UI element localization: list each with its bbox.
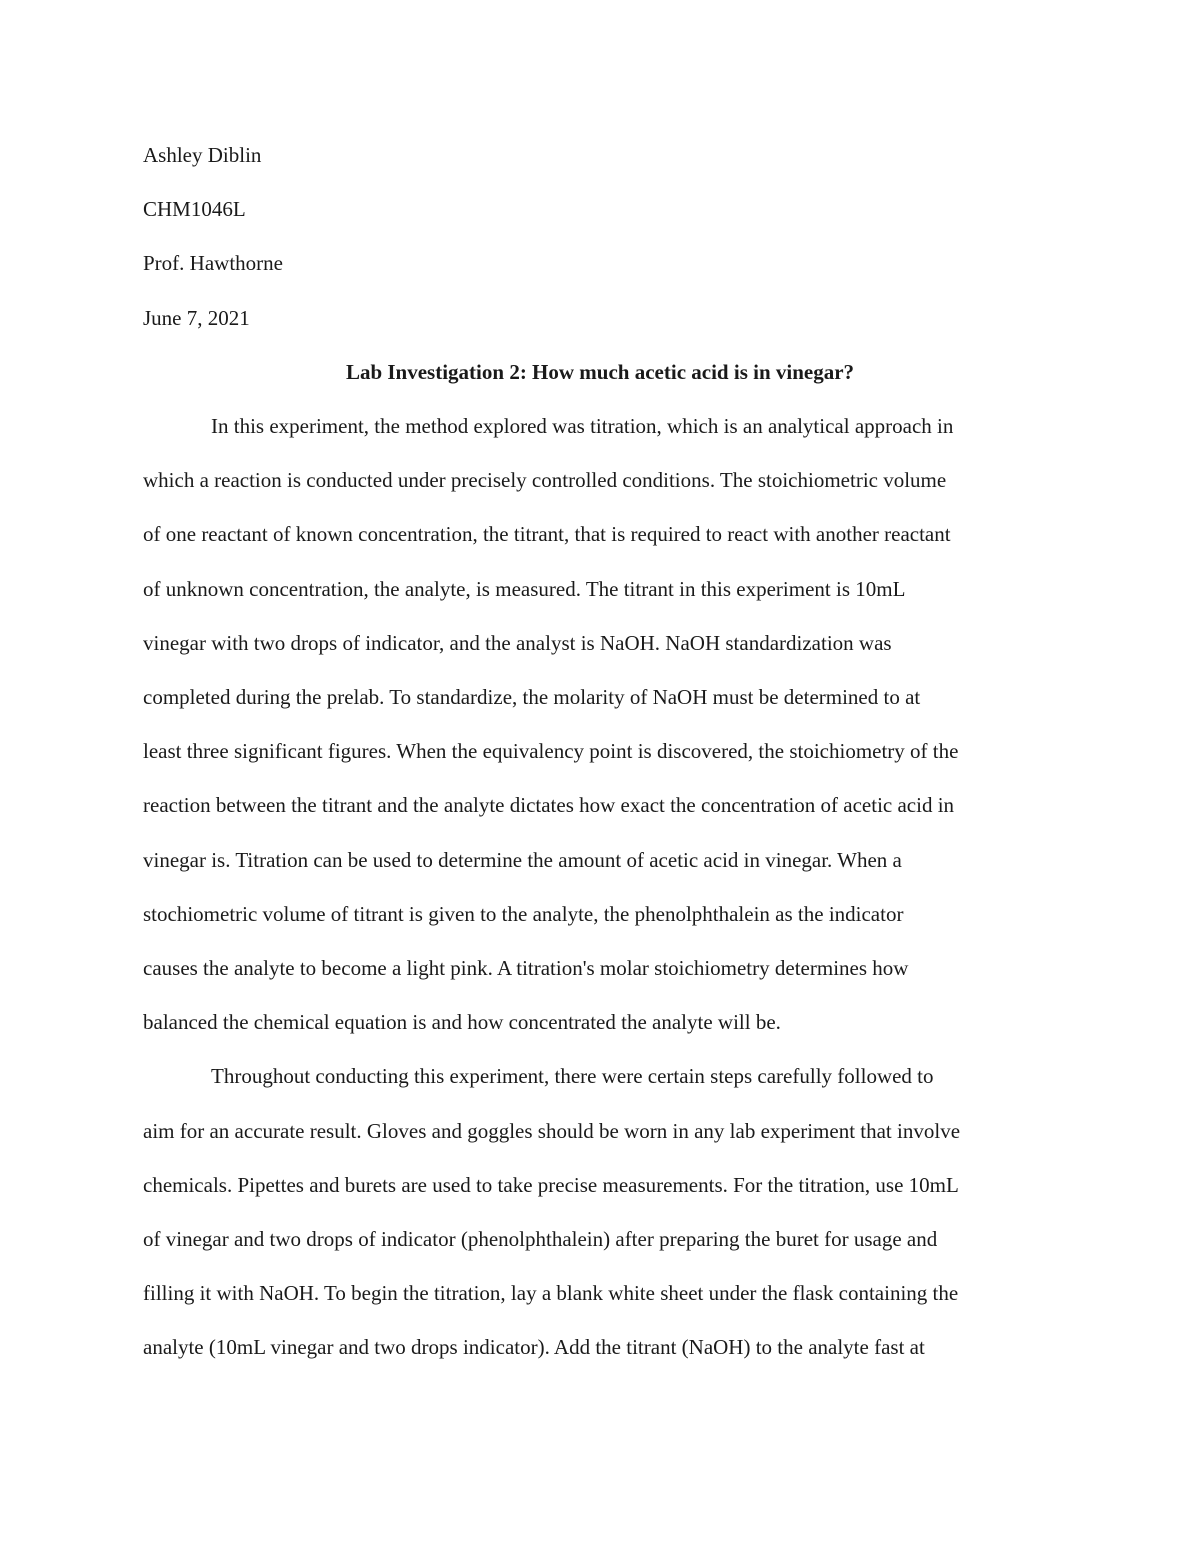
- paragraph-line: least three significant figures. When the equivalency point is discovered, the stoichiometry of the: [143, 739, 959, 764]
- paragraph-line: In this experiment, the method explored was titration, which is an analytical approach in: [211, 414, 954, 439]
- document-date: June 7, 2021: [143, 305, 250, 330]
- paragraph-line: completed during the prelab. To standardize, the molarity of NaOH must be determined to at: [143, 685, 921, 710]
- paragraph-line: analyte (10mL vinegar and two drops indicator). Add the titrant (NaOH) to the analyte fast at: [143, 1335, 925, 1360]
- paragraph-line: of unknown concentration, the analyte, is measured. The titrant in this experiment is 10mL: [143, 576, 906, 601]
- paragraph-line: vinegar with two drops of indicator, and the analyst is NaOH. NaOH standardization was: [143, 630, 892, 655]
- body-paragraph: [143, 399, 1057, 1049]
- paragraph-line: Throughout conducting this experiment, there were certain steps carefully followed to: [211, 1064, 934, 1089]
- paragraph-line: balanced the chemical equation is and how concentrated the analyte will be.: [143, 1010, 781, 1035]
- paragraph-line: filling it with NaOH. To begin the titration, lay a blank white sheet under the flask containing the: [143, 1281, 959, 1306]
- document-body: [143, 128, 1057, 1375]
- paragraph-line: vinegar is. Titration can be used to determine the amount of acetic acid in vinegar. When a: [143, 847, 902, 872]
- paragraph-line: stochiometric volume of titrant is given to the analyte, the phenolphthalein as the indicator: [143, 901, 904, 926]
- body-paragraph: [143, 1049, 1057, 1374]
- course-code: CHM1046L: [143, 197, 246, 222]
- author-name: Ashley Diblin: [143, 143, 262, 167]
- paragraph-line: of vinegar and two drops of indicator (phenolphthalein) after preparing the buret for usage and: [143, 1227, 938, 1252]
- document-title: Lab Investigation 2: How much acetic acid is in vinegar?: [345, 359, 855, 384]
- professor-name: Prof. Hawthorne: [143, 251, 283, 276]
- paragraph-line: aim for an accurate result. Gloves and goggles should be worn in any lab experiment that involve: [143, 1118, 961, 1143]
- paragraph-line: reaction between the titrant and the analyte dictates how exact the concentration of acetic acid in: [143, 793, 955, 818]
- paragraphs-container: [143, 399, 1057, 1375]
- paragraph-line: causes the analyte to become a light pink. A titration's molar stoichiometry determines how: [143, 956, 909, 981]
- paragraph-line: chemicals. Pipettes and burets are used to take precise measurements. For the titration, use 10mL: [143, 1172, 959, 1197]
- paragraph-line: of one reactant of known concentration, the titrant, that is required to react with another reactant: [143, 522, 951, 547]
- paragraph-line: which a reaction is conducted under precisely controlled conditions. The stoichiometric volume: [143, 468, 947, 493]
